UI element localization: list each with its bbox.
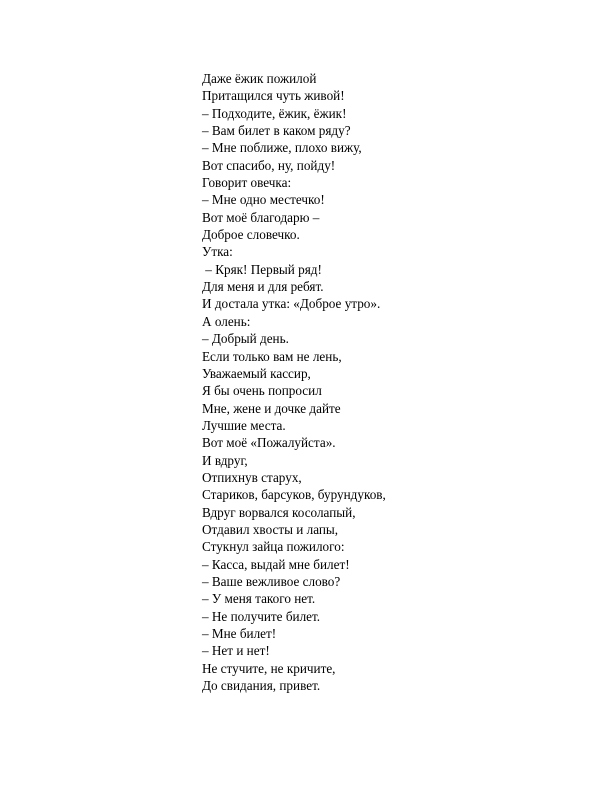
poem-line: – Мне поближе, плохо вижу, (202, 140, 362, 156)
poem-line: Для меня и для ребят. (202, 279, 324, 295)
poem-line: До свидания, привет. (202, 678, 321, 694)
poem-text (202, 70, 386, 694)
poem-line: Не стучите, не кричите, (202, 660, 336, 676)
poem-line: – Кряк! Первый ряд! (202, 261, 322, 277)
poem-line: – Не получите билет. (202, 608, 321, 624)
poem-line: Доброе словечко. (202, 227, 300, 243)
poem-line: И достала утка: «Доброе утро». (202, 296, 381, 312)
poem-line: Я бы очень попросил (202, 383, 322, 399)
poem-line: – Подходите, ёжик, ёжик! (202, 105, 347, 121)
poem-line: Вдруг ворвался косолапый, (202, 504, 356, 520)
poem-line: – Добрый день. (202, 331, 289, 347)
poem-line: Мне, жене и дочке дайте (202, 400, 341, 416)
poem-line: Стукнул зайца пожилого: (202, 539, 345, 555)
poem-line: Вот моё благодарю – (202, 209, 320, 225)
poem-line: – Мне билет! (202, 626, 277, 641)
poem-line: – Касса, выдай мне билет! (202, 556, 350, 572)
poem-line: – Мне одно местечко! (202, 192, 325, 208)
poem-line: Притащился чуть живой! (202, 88, 345, 104)
poem-line: Говорит овечка: (202, 175, 292, 191)
poem-line: Вот моё «Пожалуйста». (202, 435, 336, 451)
poem-line: – Ваше вежливое слово? (202, 573, 341, 589)
poem-line: И вдруг, (202, 452, 248, 468)
poem-line: Даже ёжик пожилой (202, 71, 317, 86)
poem-line: – Вам билет в каком ряду? (202, 123, 351, 139)
poem-line: Отдавил хвосты и лапы, (202, 521, 339, 537)
poem-line: Вот спасибо, ну, пойду! (202, 157, 336, 173)
poem-line: Лучшие места. (202, 417, 286, 433)
poem-line: Уважаемый кассир, (202, 365, 311, 381)
poem-line: Утка: (202, 244, 233, 260)
poem-line: Стариков, барсуков, бурундуков, (202, 487, 386, 503)
poem-line: – У меня такого нет. (202, 591, 316, 607)
poem-line: Если только вам не лень, (202, 348, 342, 364)
poem-line: Отпихнув старух, (202, 469, 302, 485)
poem-line: А олень: (202, 313, 251, 329)
poem-line: – Нет и нет! (202, 643, 270, 659)
